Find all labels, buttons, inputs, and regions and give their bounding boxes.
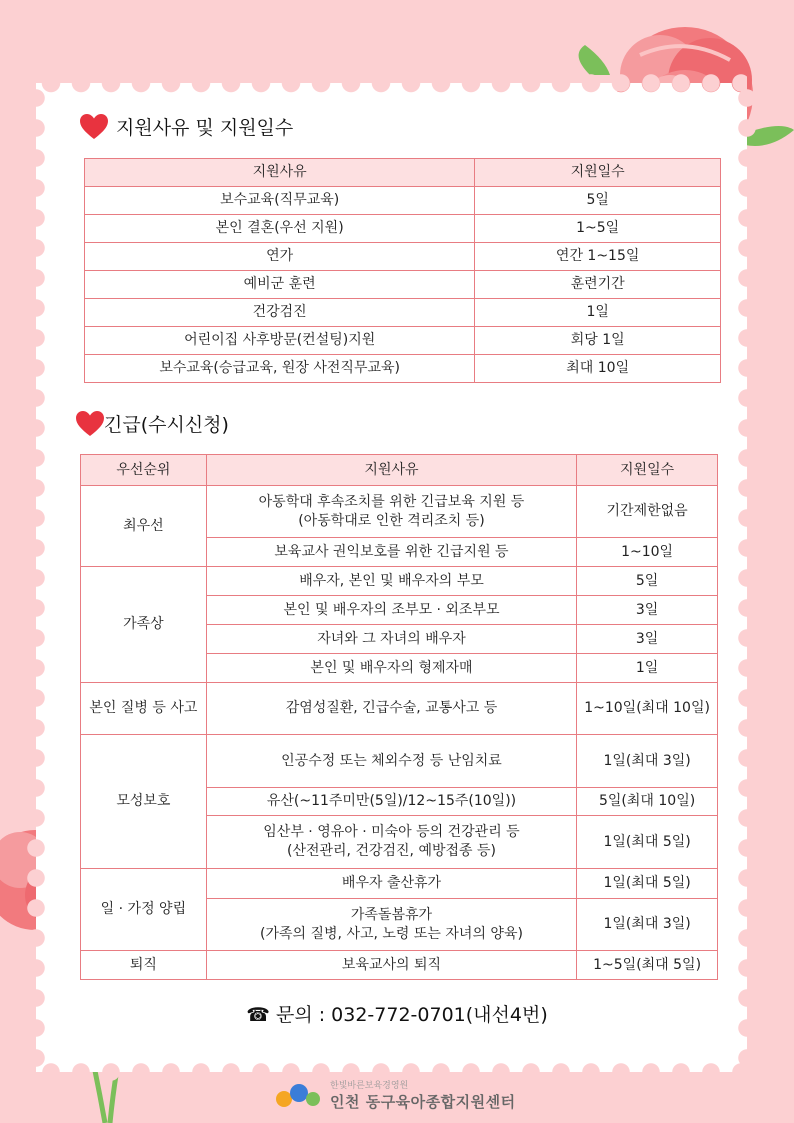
heart-icon (80, 114, 108, 140)
header-priority: 우선순위 (81, 455, 207, 486)
days-cell: 최대 10일 (475, 355, 721, 383)
heart-icon (76, 411, 104, 437)
days-cell: 1~10일(최대 10일) (577, 683, 718, 735)
reason-line: 아동학대 후속조치를 위한 긴급보육 지원 등 (258, 493, 525, 510)
header-days: 지원일수 (475, 159, 721, 187)
days-cell: 1일(최대 3일) (577, 735, 718, 788)
reason-cell: 보수교육(직무교육) (85, 187, 475, 215)
header-reason: 지원사유 (206, 455, 576, 486)
header-days: 지원일수 (577, 455, 718, 486)
section2-title: 긴급(수시신청) (104, 414, 229, 436)
priority-cell: 최우선 (81, 486, 207, 567)
table-row (81, 735, 718, 788)
days-cell: 1~5일(최대 5일) (577, 951, 718, 980)
stamp-edge-top (36, 74, 747, 92)
table-row (85, 271, 721, 299)
center-logo (274, 1078, 516, 1112)
reason-cell (206, 816, 576, 869)
emergency-table (80, 454, 718, 980)
reason-subline: (아동학대로 인한 격리조치 등) (298, 512, 485, 529)
priority-cell: 일 · 가정 양립 (81, 869, 207, 951)
reason-cell: 배우자, 본인 및 배우자의 부모 (206, 567, 576, 596)
table-header-row (85, 159, 721, 187)
reason-cell: 배우자 출산휴가 (206, 869, 576, 899)
reason-cell: 본인 결혼(우선 지원) (85, 215, 475, 243)
reason-cell: 보육교사 권익보호를 위한 긴급지원 등 (206, 538, 576, 567)
section1-heading (80, 113, 293, 140)
reason-subline: (가족의 질병, 사고, 노령 또는 자녀의 양육) (260, 925, 523, 942)
table-row (85, 243, 721, 271)
days-cell: 1~5일 (475, 215, 721, 243)
table-row (81, 683, 718, 735)
reason-cell (206, 486, 576, 538)
table-row (81, 486, 718, 538)
days-cell: 1일 (475, 299, 721, 327)
reason-cell: 감염성질환, 긴급수술, 교통사고 등 (206, 683, 576, 735)
table-row (85, 299, 721, 327)
reason-cell: 본인 및 배우자의 조부모 · 외조부모 (206, 596, 576, 625)
days-cell: 1일(최대 5일) (577, 816, 718, 869)
days-cell: 1일 (577, 654, 718, 683)
days-cell: 1~10일 (577, 538, 718, 567)
logo-mark-icon (274, 1079, 324, 1111)
section1-title: 지원사유 및 지원일수 (116, 117, 294, 139)
table-row (81, 567, 718, 596)
priority-cell: 퇴직 (81, 951, 207, 980)
header-reason: 지원사유 (85, 159, 475, 187)
section2-heading (76, 410, 229, 437)
logo-subtitle: 한빛바른보육경영원 (330, 1081, 409, 1091)
days-cell: 회당 1일 (475, 327, 721, 355)
table-row (85, 215, 721, 243)
reason-subline: (산전관리, 건강검진, 예방접종 등) (286, 843, 496, 859)
reason-cell: 예비군 훈련 (85, 271, 475, 299)
priority-cell: 본인 질병 등 사고 (81, 683, 207, 735)
table-header-row (81, 455, 718, 486)
reason-line: 가족돌봄휴가 (350, 906, 433, 923)
contact-text: 문의 : 032-772-0701(내선4번) (275, 1004, 548, 1026)
days-cell: 1일(최대 3일) (577, 899, 718, 951)
days-cell: 기간제한없음 (577, 486, 718, 538)
reason-cell: 건강검진 (85, 299, 475, 327)
reason-line: 임산부 · 영유아 · 미숙아 등의 건강관리 등 (263, 824, 520, 841)
reason-cell: 인공수정 또는 체외수정 등 난임치료 (206, 735, 576, 788)
reason-cell (206, 899, 576, 951)
days-cell: 3일 (577, 625, 718, 654)
logo-title: 인천 동구육아종합지원센터 (330, 1093, 516, 1111)
reason-cell: 보수교육(승급교육, 원장 사전직무교육) (85, 355, 475, 383)
reason-cell: 본인 및 배우자의 형제자매 (206, 654, 576, 683)
contact-line (0, 1000, 794, 1027)
days-cell: 5일(최대 10일) (577, 788, 718, 816)
days-cell: 1일(최대 5일) (577, 869, 718, 899)
stamp-edge-right (738, 83, 756, 1072)
table-row (81, 869, 718, 899)
reason-cell: 자녀와 그 자녀의 배우자 (206, 625, 576, 654)
days-cell: 훈련기간 (475, 271, 721, 299)
priority-cell: 모성보호 (81, 735, 207, 869)
support-days-table (84, 158, 721, 383)
reason-cell: 어린이집 사후방문(컨설팅)지원 (85, 327, 475, 355)
table-row (85, 187, 721, 215)
table-row (81, 951, 718, 980)
days-cell: 5일 (577, 567, 718, 596)
days-cell: 3일 (577, 596, 718, 625)
stamp-edge-left (27, 83, 45, 1072)
days-cell: 5일 (475, 187, 721, 215)
table-row (85, 355, 721, 383)
priority-cell: 가족상 (81, 567, 207, 683)
phone-icon: ☎ (246, 1004, 270, 1026)
reason-cell: 연가 (85, 243, 475, 271)
reason-cell: 보육교사의 퇴직 (206, 951, 576, 980)
reason-cell: 유산(~11주미만(5일)/12~15주(10일)) (206, 788, 576, 816)
table-row (85, 327, 721, 355)
days-cell: 연간 1~15일 (475, 243, 721, 271)
